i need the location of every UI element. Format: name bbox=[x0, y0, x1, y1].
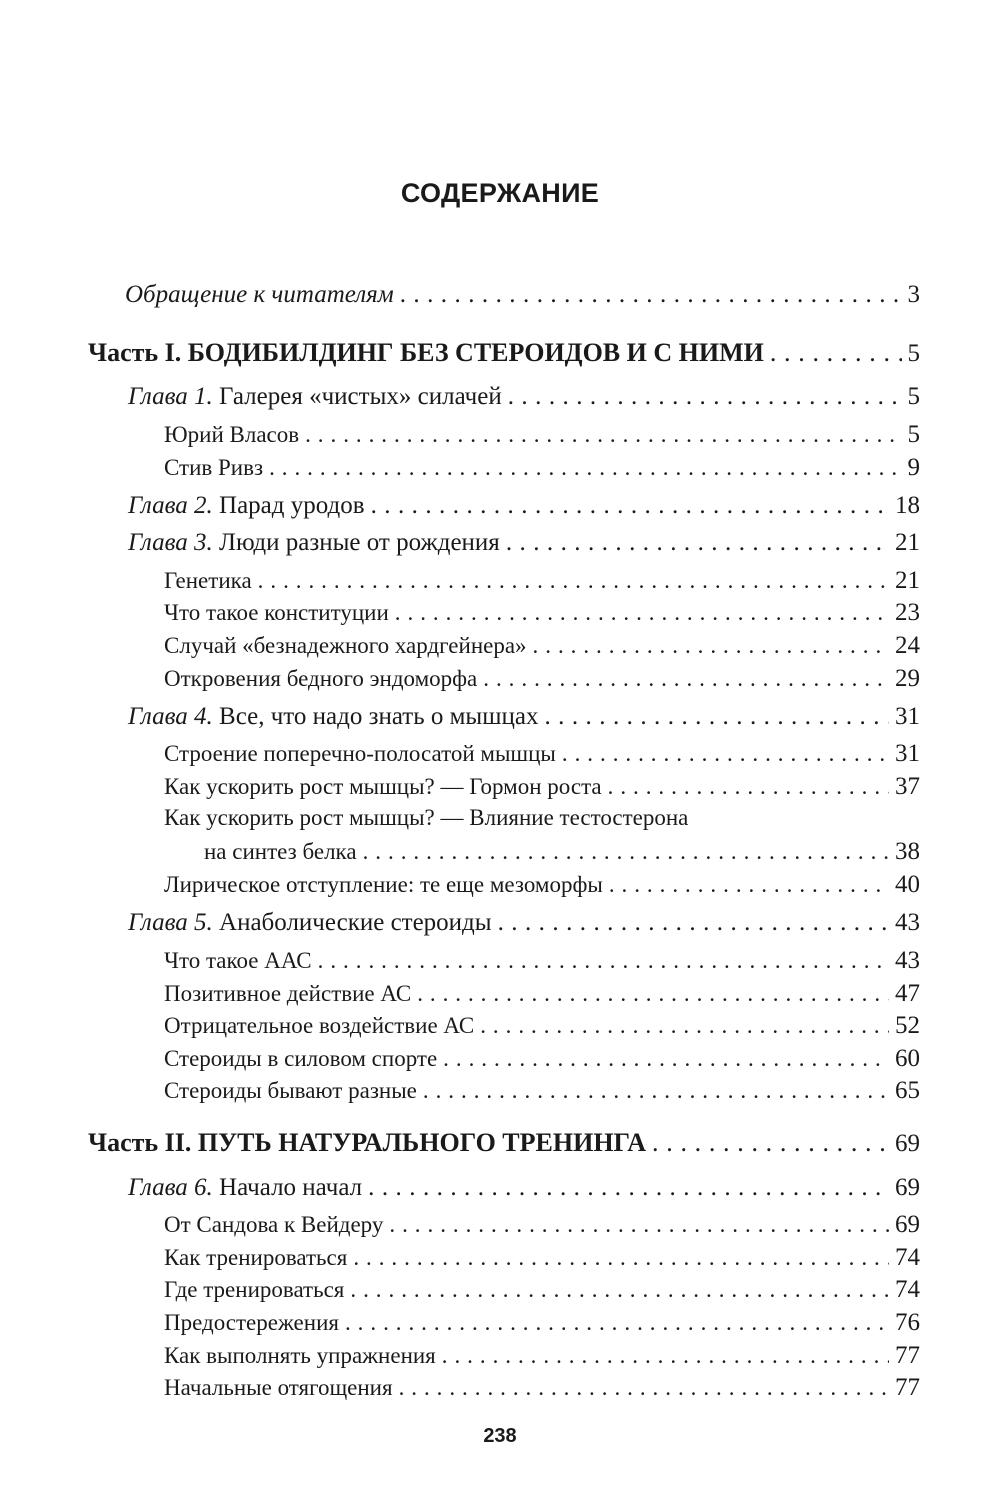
toc-entry-section[interactable] bbox=[164, 1245, 920, 1270]
chapter-title: Анаболические стероиды bbox=[219, 909, 492, 936]
toc-entry-part-1[interactable] bbox=[88, 340, 920, 366]
toc-entry-label: Генетика bbox=[164, 568, 252, 593]
toc-entry-page: 65 bbox=[895, 1077, 920, 1104]
toc-entry-page: 69 bbox=[895, 1211, 920, 1238]
toc-entry-label: Что такое ААС bbox=[164, 948, 312, 973]
toc-entry-page: 3 bbox=[907, 281, 920, 308]
leader-dots bbox=[258, 569, 889, 592]
chapter-prefix: Глава 4. bbox=[128, 703, 213, 730]
toc-entry-section[interactable] bbox=[164, 1375, 920, 1400]
toc-entry-chapter-4[interactable] bbox=[128, 704, 920, 729]
toc-entry-page: 77 bbox=[895, 1374, 920, 1401]
toc-entry-label: Строение поперечно-полосатой мышцы bbox=[164, 741, 556, 766]
leader-dots bbox=[389, 1213, 889, 1236]
toc-entry-label: Лирическое отступление: те еще мезоморфы bbox=[164, 872, 603, 897]
toc-entry-page: 43 bbox=[895, 947, 920, 974]
toc-entry-label: Как тренироваться bbox=[164, 1245, 348, 1270]
toc-entry-page: 31 bbox=[895, 740, 920, 767]
toc-entry-page: 9 bbox=[907, 454, 920, 481]
toc-entry-page: 18 bbox=[895, 492, 920, 519]
chapter-prefix: Глава 1. bbox=[128, 383, 213, 410]
page-title: СОДЕРЖАНИЕ bbox=[400, 178, 600, 208]
chapter-title: Галерея «чистых» силачей bbox=[219, 383, 502, 410]
leader-dots bbox=[483, 667, 889, 690]
toc-entry-page: 5 bbox=[907, 383, 920, 410]
toc-entry-label: Начальные отягощения bbox=[164, 1375, 393, 1400]
chapter-prefix: Глава 5. bbox=[128, 909, 213, 936]
chapter-prefix: Глава 2. bbox=[128, 492, 213, 519]
toc-entry-page: 74 bbox=[895, 1244, 920, 1271]
toc-entry-label: Отрицательное воздействие АС bbox=[164, 1013, 475, 1038]
leader-dots bbox=[480, 1014, 889, 1037]
leader-dots bbox=[442, 1344, 889, 1367]
leader-dots bbox=[399, 1376, 889, 1399]
toc-entry-chapter-1[interactable] bbox=[128, 384, 920, 409]
toc-entry-section[interactable] bbox=[164, 1078, 920, 1103]
toc-entry-page: 21 bbox=[895, 529, 920, 556]
toc-entry-intro[interactable] bbox=[125, 282, 920, 307]
toc-entry-label: Юрий Власов bbox=[164, 422, 300, 447]
toc-entry-label: Что такое конституции bbox=[164, 600, 389, 625]
toc-entry-chapter-2[interactable] bbox=[128, 493, 920, 518]
toc-entry-section[interactable] bbox=[164, 774, 920, 799]
toc-entry-page: 52 bbox=[895, 1012, 920, 1039]
toc-entry-page: 47 bbox=[895, 980, 920, 1007]
toc-entry-page: 29 bbox=[895, 665, 920, 692]
leader-dots bbox=[498, 910, 889, 935]
toc-entry-label-line-1[interactable]: Как ускорить рост мышцы? — Влияние тестостерона bbox=[164, 805, 689, 830]
leader-dots bbox=[417, 982, 889, 1005]
toc-entry-page: 21 bbox=[895, 567, 920, 594]
toc-entry-page: 43 bbox=[895, 909, 920, 936]
toc-entry-section[interactable] bbox=[164, 600, 920, 625]
chapter-title: Люди разные от рождения bbox=[219, 529, 500, 556]
toc-entry-section[interactable] bbox=[164, 872, 920, 897]
toc-entry-page: 23 bbox=[895, 599, 920, 626]
chapter-title: Все, что надо знать о мышцах bbox=[219, 703, 539, 730]
chapter-prefix: Глава 6. bbox=[128, 1174, 213, 1201]
toc-entry-page: 37 bbox=[895, 773, 920, 800]
leader-dots bbox=[423, 1079, 889, 1102]
chapter-title: Начало начал bbox=[219, 1174, 363, 1201]
toc-entry-part-2[interactable] bbox=[88, 1130, 920, 1156]
toc-entry-section[interactable] bbox=[164, 741, 920, 766]
toc-entry-label: на синтез белка bbox=[204, 839, 357, 864]
toc-entry-section[interactable] bbox=[164, 455, 920, 480]
toc-entry-chapter-5[interactable] bbox=[128, 910, 920, 935]
toc-entry-section[interactable] bbox=[164, 666, 920, 691]
toc-entry-section[interactable] bbox=[164, 1212, 920, 1237]
toc-entry-label: Часть I. БОДИБИЛДИНГ БЕЗ СТЕРОИДОВ И С НИМИ bbox=[88, 338, 764, 367]
chapter-prefix: Глава 3. bbox=[128, 529, 213, 556]
toc-entry-label: Часть II. ПУТЬ НАТУРАЛЬНОГО ТРЕНИНГА bbox=[88, 1128, 647, 1157]
leader-dots bbox=[609, 873, 889, 896]
toc-entry-page: 69 bbox=[895, 1174, 920, 1201]
toc-entry-section[interactable] bbox=[164, 948, 920, 973]
leader-dots bbox=[562, 742, 889, 765]
toc-entry-section[interactable] bbox=[164, 1343, 920, 1368]
toc-entry-label: Обращение к читателям bbox=[125, 281, 394, 308]
leader-dots bbox=[652, 1130, 889, 1156]
leader-dots bbox=[533, 634, 889, 657]
leader-dots bbox=[305, 423, 901, 446]
chapter-title: Парад уродов bbox=[219, 492, 365, 519]
leader-dots bbox=[353, 1246, 889, 1269]
toc-entry-page: 38 bbox=[895, 838, 920, 865]
leader-dots bbox=[508, 384, 902, 409]
leader-dots bbox=[400, 282, 902, 307]
leader-dots bbox=[363, 840, 889, 863]
leader-dots bbox=[443, 1047, 889, 1070]
toc-entry-section[interactable] bbox=[164, 981, 920, 1006]
toc-entry-section[interactable] bbox=[164, 422, 920, 447]
toc-entry-page: 5 bbox=[907, 340, 920, 367]
leader-dots bbox=[350, 1278, 889, 1301]
toc-entry-section[interactable] bbox=[164, 633, 920, 658]
leader-dots bbox=[608, 775, 889, 798]
toc-entry-label: Стероиды бывают разные bbox=[164, 1078, 417, 1103]
leader-dots bbox=[770, 340, 902, 366]
toc-entry-label: Откровения бедного эндоморфа bbox=[164, 666, 478, 691]
toc-entry-section[interactable] bbox=[164, 1277, 920, 1302]
toc-entry-label: Как ускорить рост мышцы? — Гормон роста bbox=[164, 774, 602, 799]
toc-entry-section[interactable] bbox=[164, 568, 920, 593]
toc-entry-section[interactable] bbox=[164, 1013, 920, 1038]
toc-entry-page: 31 bbox=[895, 703, 920, 730]
toc-entry-page: 69 bbox=[895, 1130, 920, 1157]
leader-dots bbox=[345, 1311, 889, 1334]
toc-entry-label: Случай «безнадежного хардгейнера» bbox=[164, 633, 527, 658]
toc-entry-label: От Сандова к Вейдеру bbox=[164, 1212, 384, 1237]
leader-dots bbox=[506, 530, 889, 555]
leader-dots bbox=[318, 949, 889, 972]
toc-entry-page: 74 bbox=[895, 1276, 920, 1303]
toc-entry-page: 24 bbox=[895, 632, 920, 659]
toc-entry-label: Стероиды в силовом спорте bbox=[164, 1046, 438, 1071]
toc-entry-page: 76 bbox=[895, 1309, 920, 1336]
toc-entry-label: Как выполнять упражнения bbox=[164, 1343, 436, 1368]
toc-entry-section[interactable] bbox=[164, 1310, 920, 1335]
toc-entry-chapter-3[interactable] bbox=[128, 530, 920, 555]
toc-entry-page: 40 bbox=[895, 871, 920, 898]
toc-entry-chapter-6[interactable] bbox=[128, 1175, 920, 1200]
leader-dots bbox=[544, 704, 889, 729]
toc-entry-section[interactable] bbox=[164, 1046, 920, 1071]
toc-entry-section[interactable] bbox=[204, 839, 920, 864]
leader-dots bbox=[269, 456, 901, 479]
leader-dots bbox=[371, 493, 889, 518]
toc-entry-label: Позитивное действие АС bbox=[164, 981, 412, 1006]
toc-entry-label: Где тренироваться bbox=[164, 1277, 345, 1302]
leader-dots bbox=[368, 1175, 889, 1200]
toc-entry-page: 77 bbox=[895, 1342, 920, 1369]
toc-entry-label: Предостережения bbox=[164, 1310, 339, 1335]
toc-entry-page: 5 bbox=[907, 421, 920, 448]
page-number: 238 bbox=[483, 1425, 517, 1447]
toc-entry-page: 60 bbox=[895, 1045, 920, 1072]
leader-dots bbox=[395, 601, 889, 624]
toc-entry-label: Стив Ривз bbox=[164, 455, 264, 480]
